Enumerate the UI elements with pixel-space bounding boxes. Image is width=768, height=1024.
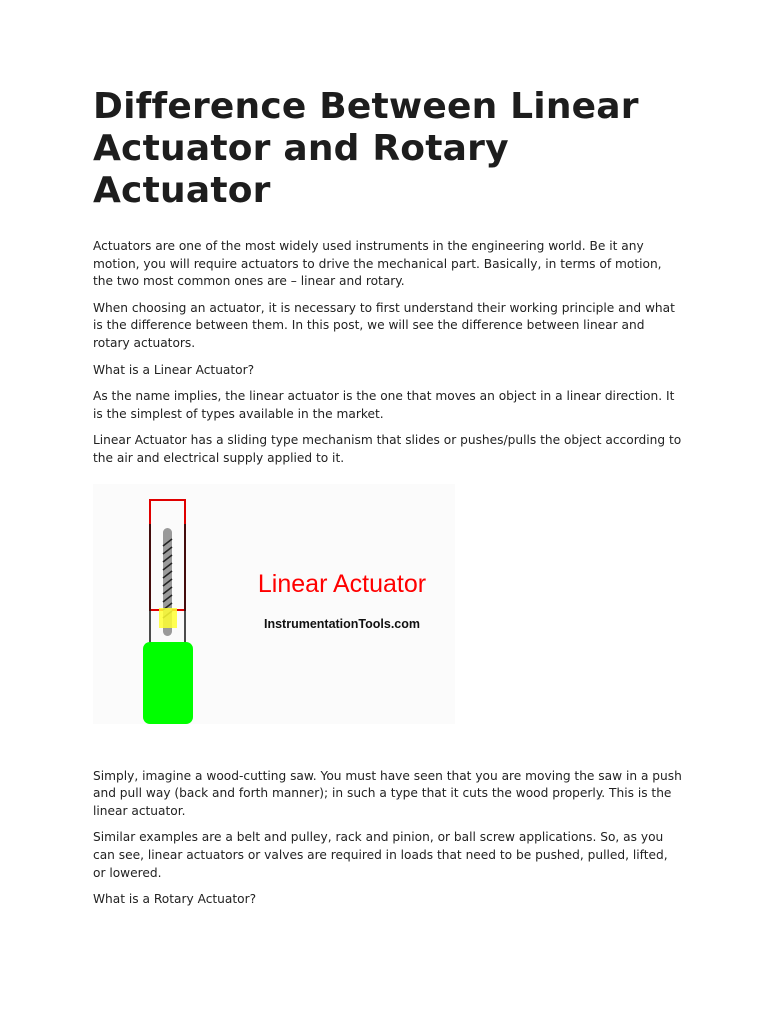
paragraph: As the name implies, the linear actuator is the one that moves an object in a linear direction. It is the simplest of types available in the market. xyxy=(93,389,675,421)
paragraph: Similar examples are a belt and pulley, rack and pinion, or ball screw applications. So, as you can see, linear actuators or valves are required in loads that need to be pushed, pulled, lifted, or lowered. xyxy=(93,830,668,880)
paragraph: Linear Actuator has a sliding type mechanism that slides or pushes/pulls the object according to the air and electrical supply applied to it. xyxy=(93,433,682,465)
section-heading-rotary: What is a Rotary Actuator? xyxy=(93,892,257,907)
linear-actuator-diagram xyxy=(93,484,455,724)
paragraph: Actuators are one of the most widely used instruments in the engineering world. Be it any motion, you will require actuators to drive the mechanical part. Basically, in terms of motion, the two most common ones are – linear and rotary. xyxy=(93,239,662,289)
linear-actuator-figure xyxy=(93,484,455,724)
section-heading-linear: What is a Linear Actuator? xyxy=(93,362,255,377)
motor-block xyxy=(143,642,193,724)
document-content xyxy=(93,86,683,918)
figure-title: Linear Actuator xyxy=(257,569,427,598)
page-title: Difference Between Linear Actuator and Rotary Actuator xyxy=(93,86,639,211)
figure-site-label: InstrumentationTools.com xyxy=(263,616,421,631)
paragraph: When choosing an actuator, it is necessary to first understand their working principle and what is the difference between them. In this post, we will see the difference between linear and rotary actuators. xyxy=(93,300,675,350)
paragraph: Simply, imagine a wood-cutting saw. You must have seen that you are moving the saw in a push and pull way (back and forth manner); in such a type that it cuts the wood properly. This is the linear actuator. xyxy=(93,768,682,818)
actuator-nut xyxy=(159,608,177,628)
